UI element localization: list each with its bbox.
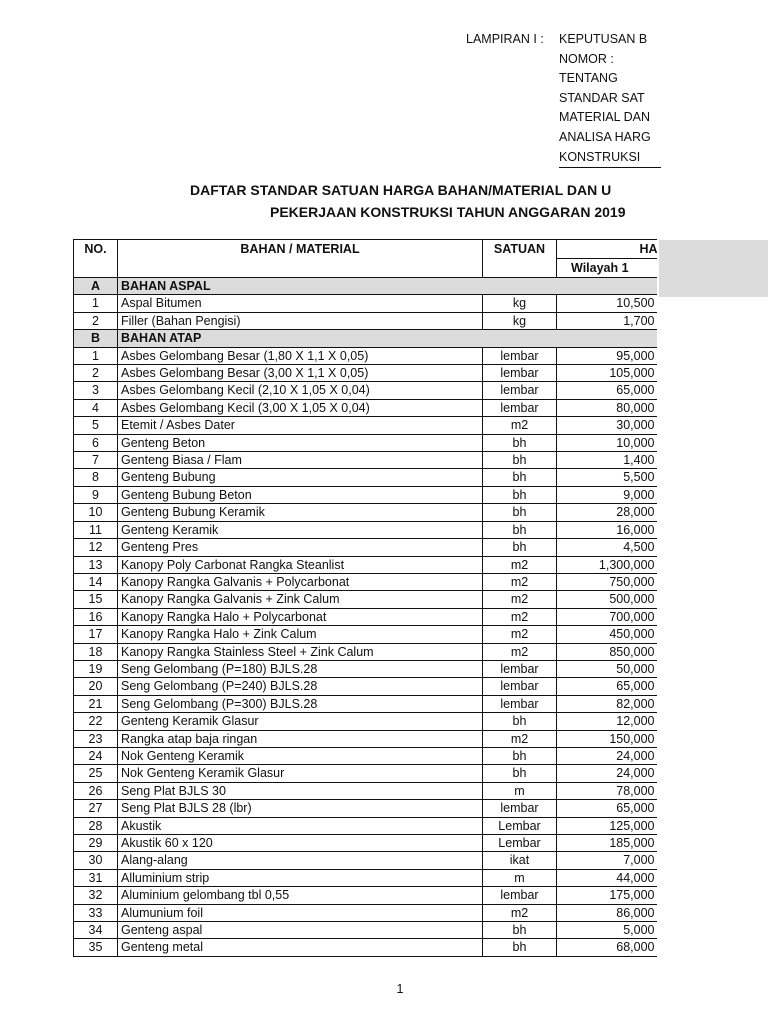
row-price: 5,500 [557, 469, 658, 486]
row-unit: bh [483, 434, 557, 451]
row-material: Seng Plat BJLS 30 [118, 782, 483, 799]
lampiran-line: MATERIAL DAN [559, 110, 650, 125]
table-row [74, 678, 658, 695]
row-price: 1,300,000 [557, 556, 658, 573]
row-price: 24,000 [557, 765, 658, 782]
row-price: 4,500 [557, 539, 658, 556]
row-unit: bh [483, 922, 557, 939]
row-price: 80,000 [557, 399, 658, 416]
table-row [74, 922, 658, 939]
row-unit: m2 [483, 626, 557, 643]
lampiran-lines [559, 30, 661, 168]
row-unit: bh [483, 765, 557, 782]
row-number: 7 [74, 452, 118, 469]
table-row [74, 817, 658, 834]
row-material: Genteng Biasa / Flam [118, 452, 483, 469]
row-price: 10,000 [557, 434, 658, 451]
row-price: 65,000 [557, 800, 658, 817]
row-number: 10 [74, 504, 118, 521]
row-unit: Lembar [483, 817, 557, 834]
row-price: 44,000 [557, 869, 658, 886]
row-unit: kg [483, 312, 557, 329]
row-price: 65,000 [557, 382, 658, 399]
row-price: 82,000 [557, 695, 658, 712]
row-price: 850,000 [557, 643, 658, 660]
row-material: Alluminium strip [118, 869, 483, 886]
table-row [74, 347, 658, 364]
row-price: 5,000 [557, 922, 658, 939]
row-unit: bh [483, 939, 557, 956]
row-unit: bh [483, 713, 557, 730]
row-material: Nok Genteng Keramik Glasur [118, 765, 483, 782]
section-name: BAHAN ASPAL [118, 278, 658, 295]
row-price: 7,000 [557, 852, 658, 869]
row-unit: lembar [483, 695, 557, 712]
row-number: 28 [74, 817, 118, 834]
row-number: 19 [74, 660, 118, 677]
table-row [74, 800, 658, 817]
row-material: Genteng Bubung Keramik [118, 504, 483, 521]
table-row [74, 382, 658, 399]
table-row [74, 434, 658, 451]
row-number: 27 [74, 800, 118, 817]
header-satuan: SATUAN [483, 240, 557, 278]
section-code: B [74, 330, 118, 347]
table-row [74, 730, 658, 747]
price-table [73, 239, 658, 957]
row-unit: bh [483, 539, 557, 556]
lampiran-label: LAMPIRAN I : [466, 32, 544, 46]
row-price: 1,700 [557, 312, 658, 329]
row-number: 4 [74, 399, 118, 416]
right-clip [657, 230, 659, 960]
row-number: 13 [74, 556, 118, 573]
row-unit: lembar [483, 347, 557, 364]
table-row [74, 591, 658, 608]
row-material: Kanopy Rangka Galvanis + Polycarbonat [118, 573, 483, 590]
row-material: Filler (Bahan Pengisi) [118, 312, 483, 329]
table-row [74, 852, 658, 869]
row-material: Genteng Bubung [118, 469, 483, 486]
row-number: 6 [74, 434, 118, 451]
row-number: 2 [74, 365, 118, 382]
lampiran-line: NOMOR : [559, 51, 614, 66]
table-row [74, 469, 658, 486]
row-material: Alumunium foil [118, 904, 483, 921]
row-number: 9 [74, 486, 118, 503]
header-harga: HA [557, 240, 658, 259]
row-material: Kanopy Rangka Galvanis + Zink Calum [118, 591, 483, 608]
row-material: Asbes Gelombang Kecil (3,00 X 1,05 X 0,04) [118, 399, 483, 416]
row-number: 5 [74, 417, 118, 434]
table-row [74, 295, 658, 312]
row-price: 65,000 [557, 678, 658, 695]
row-number: 29 [74, 835, 118, 852]
row-material: Genteng Pres [118, 539, 483, 556]
row-price: 500,000 [557, 591, 658, 608]
row-unit: lembar [483, 382, 557, 399]
row-material: Kanopy Rangka Halo + Zink Calum [118, 626, 483, 643]
row-material: Akustik 60 x 120 [118, 835, 483, 852]
row-price: 28,000 [557, 504, 658, 521]
row-material: Kanopy Rangka Halo + Polycarbonat [118, 608, 483, 625]
row-unit: lembar [483, 800, 557, 817]
row-material: Akustik [118, 817, 483, 834]
row-unit: bh [483, 747, 557, 764]
row-number: 18 [74, 643, 118, 660]
table-row [74, 504, 658, 521]
table-row [74, 556, 658, 573]
table-row [74, 695, 658, 712]
row-number: 11 [74, 521, 118, 538]
table-row [74, 887, 658, 904]
table-row [74, 747, 658, 764]
row-material: Genteng metal [118, 939, 483, 956]
row-material: Seng Gelombang (P=180) BJLS.28 [118, 660, 483, 677]
row-number: 12 [74, 539, 118, 556]
row-number: 2 [74, 312, 118, 329]
row-unit: bh [483, 486, 557, 503]
table-row [74, 539, 658, 556]
row-unit: m2 [483, 730, 557, 747]
row-material: Genteng Beton [118, 434, 483, 451]
row-number: 35 [74, 939, 118, 956]
row-unit: bh [483, 504, 557, 521]
title-line-2: PEKERJAAN KONSTRUKSI TAHUN ANGGARAN 2019 [270, 204, 626, 220]
lampiran-line: KEPUTUSAN B [559, 32, 648, 46]
row-unit: lembar [483, 660, 557, 677]
row-unit: m2 [483, 417, 557, 434]
table-row [74, 643, 658, 660]
row-material: Kanopy Rangka Stainless Steel + Zink Calum [118, 643, 483, 660]
row-unit: bh [483, 452, 557, 469]
row-number: 8 [74, 469, 118, 486]
table-row [74, 835, 658, 852]
row-unit: m2 [483, 608, 557, 625]
table-row [74, 869, 658, 886]
row-material: Genteng Keramik Glasur [118, 713, 483, 730]
row-material: Rangka atap baja ringan [118, 730, 483, 747]
section-row [74, 278, 658, 295]
row-material: Asbes Gelombang Besar (1,80 X 1,1 X 0,05) [118, 347, 483, 364]
document-title [0, 182, 768, 228]
row-number: 30 [74, 852, 118, 869]
lampiran-line: TENTANG [559, 71, 618, 86]
table-row [74, 486, 658, 503]
section-name: BAHAN ATAP [118, 330, 658, 347]
row-number: 14 [74, 573, 118, 590]
table-row [74, 365, 658, 382]
page-number: 1 [396, 982, 404, 996]
row-material: Seng Gelombang (P=240) BJLS.28 [118, 678, 483, 695]
header-wilayah: Wilayah 1 [557, 259, 658, 278]
table-body [74, 278, 658, 957]
table-row [74, 765, 658, 782]
row-unit: m [483, 869, 557, 886]
row-unit: bh [483, 521, 557, 538]
row-material: Seng Plat BJLS 28 (lbr) [118, 800, 483, 817]
header-no: NO. [74, 240, 118, 278]
row-material: Asbes Gelombang Besar (3,00 X 1,1 X 0,05) [118, 365, 483, 382]
section-row [74, 330, 658, 347]
row-price: 95,000 [557, 347, 658, 364]
row-price: 125,000 [557, 817, 658, 834]
row-price: 105,000 [557, 365, 658, 382]
row-number: 3 [74, 382, 118, 399]
row-price: 450,000 [557, 626, 658, 643]
row-number: 1 [74, 295, 118, 312]
row-price: 68,000 [557, 939, 658, 956]
row-number: 26 [74, 782, 118, 799]
table-row [74, 904, 658, 921]
table-row [74, 626, 658, 643]
row-material: Alang-alang [118, 852, 483, 869]
table-row [74, 713, 658, 730]
section-code: A [74, 278, 118, 295]
gray-side-panel [657, 240, 768, 297]
table-row [74, 521, 658, 538]
row-material: Aluminium gelombang tbl 0,55 [118, 887, 483, 904]
row-price: 150,000 [557, 730, 658, 747]
row-price: 175,000 [557, 887, 658, 904]
row-number: 23 [74, 730, 118, 747]
row-material: Aspal Bitumen [118, 295, 483, 312]
row-number: 33 [74, 904, 118, 921]
row-unit: ikat [483, 852, 557, 869]
row-unit: m2 [483, 904, 557, 921]
lampiran-line: ANALISA HARG [559, 129, 651, 144]
row-unit: lembar [483, 399, 557, 416]
row-price: 700,000 [557, 608, 658, 625]
row-unit: m2 [483, 556, 557, 573]
row-number: 34 [74, 922, 118, 939]
row-price: 9,000 [557, 486, 658, 503]
lampiran-line: KONSTRUKSI [559, 148, 661, 169]
row-unit: lembar [483, 678, 557, 695]
row-number: 1 [74, 347, 118, 364]
row-number: 22 [74, 713, 118, 730]
table-row [74, 608, 658, 625]
row-price: 50,000 [557, 660, 658, 677]
row-number: 17 [74, 626, 118, 643]
table-row [74, 939, 658, 956]
row-price: 16,000 [557, 521, 658, 538]
row-unit: kg [483, 295, 557, 312]
row-material: Genteng Bubung Beton [118, 486, 483, 503]
row-material: Etemit / Asbes Dater [118, 417, 483, 434]
row-number: 15 [74, 591, 118, 608]
row-number: 31 [74, 869, 118, 886]
row-unit: Lembar [483, 835, 557, 852]
row-material: Asbes Gelombang Kecil (2,10 X 1,05 X 0,04) [118, 382, 483, 399]
row-price: 78,000 [557, 782, 658, 799]
row-material: Kanopy Poly Carbonat Rangka Steanlist [118, 556, 483, 573]
table-row [74, 399, 658, 416]
row-price: 10,500 [557, 295, 658, 312]
row-number: 20 [74, 678, 118, 695]
table-row [74, 660, 658, 677]
row-unit: bh [483, 469, 557, 486]
header-material: BAHAN / MATERIAL [118, 240, 483, 278]
row-price: 30,000 [557, 417, 658, 434]
row-unit: m2 [483, 591, 557, 608]
row-price: 24,000 [557, 747, 658, 764]
row-unit: m2 [483, 643, 557, 660]
row-material: Nok Genteng Keramik [118, 747, 483, 764]
row-unit: m2 [483, 573, 557, 590]
row-price: 86,000 [557, 904, 658, 921]
row-number: 21 [74, 695, 118, 712]
row-price: 750,000 [557, 573, 658, 590]
table-row [74, 312, 658, 329]
table-row [74, 573, 658, 590]
table-row [74, 417, 658, 434]
row-number: 25 [74, 765, 118, 782]
row-material: Genteng Keramik [118, 521, 483, 538]
row-number: 24 [74, 747, 118, 764]
row-price: 185,000 [557, 835, 658, 852]
row-number: 32 [74, 887, 118, 904]
table-row [74, 452, 658, 469]
table-row [74, 782, 658, 799]
row-material: Seng Gelombang (P=300) BJLS.28 [118, 695, 483, 712]
title-line-1: DAFTAR STANDAR SATUAN HARGA BAHAN/MATERIAL DAN U [190, 182, 612, 198]
row-unit: m [483, 782, 557, 799]
row-unit: lembar [483, 887, 557, 904]
row-material: Genteng aspal [118, 922, 483, 939]
row-price: 1,400 [557, 452, 658, 469]
lampiran-line: STANDAR SAT [559, 90, 645, 105]
row-unit: lembar [483, 365, 557, 382]
row-price: 12,000 [557, 713, 658, 730]
row-number: 16 [74, 608, 118, 625]
